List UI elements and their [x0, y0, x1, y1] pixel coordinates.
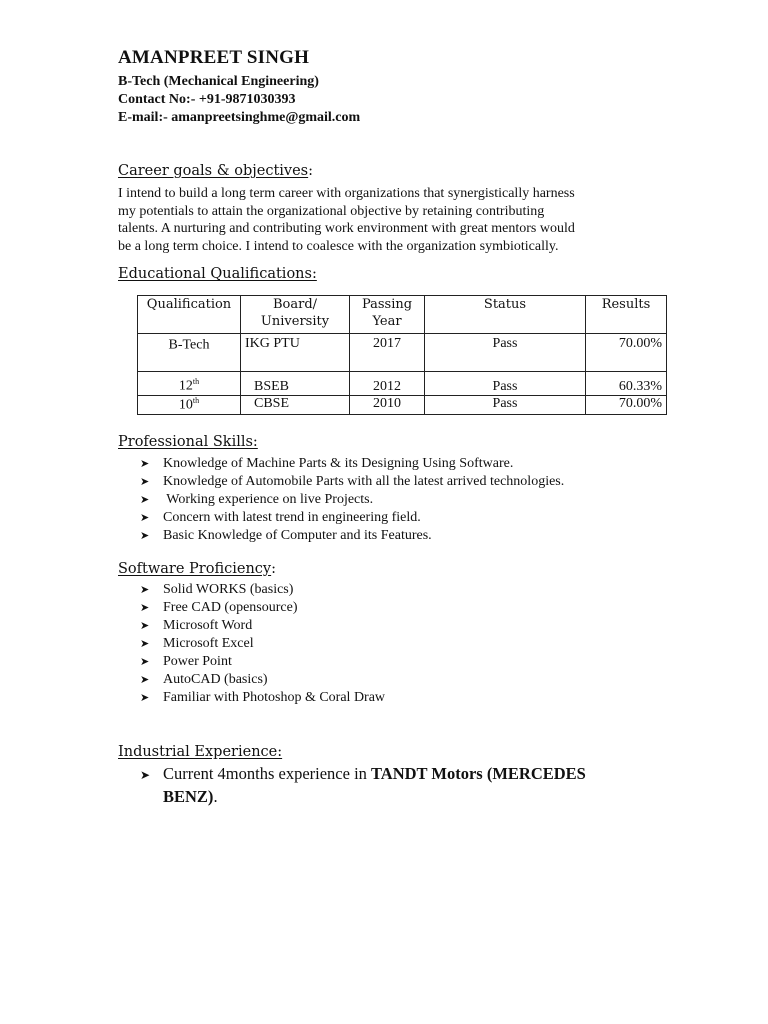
software-heading-text: Software Proficiency: [118, 561, 272, 577]
list-item: ➤ Familiar with Photoshop & Coral Draw: [140, 690, 386, 705]
career-heading-text: Career goals & objectives: [118, 163, 309, 179]
software-list: [140, 581, 385, 707]
arrow-bullet-icon: ➤: [140, 458, 150, 470]
degree: B-Tech (Mechanical Engineering): [118, 74, 319, 89]
cell-result: 70.00%: [586, 334, 667, 372]
education-heading-text: Educational Qualifications:: [118, 266, 317, 282]
list-item: ➤ Solid WORKS (basics): [140, 582, 294, 597]
cell-qualification: 10th: [138, 396, 241, 415]
arrow-bullet-icon: ➤: [140, 494, 150, 506]
table-row: [138, 334, 667, 372]
col-header: Board/ University: [241, 296, 350, 334]
table-row: [138, 396, 667, 415]
skills-list: [140, 455, 564, 545]
cell-qualification: 12th: [138, 372, 241, 396]
cell-year: 2012: [350, 372, 425, 396]
cell-year: 2017: [350, 334, 425, 372]
list-item: ➤ Power Point: [140, 654, 232, 669]
career-line: be a long term choice. I intend to coalesce with the organization symbiotically.: [118, 238, 559, 254]
cell-status: Pass: [425, 372, 586, 396]
software-heading-colon: :: [271, 561, 277, 577]
career-heading-colon: :: [308, 163, 314, 179]
list-item: ➤ Concern with latest trend in engineering field.: [140, 510, 421, 525]
career-heading: [118, 163, 313, 179]
arrow-bullet-icon: ➤: [140, 674, 150, 686]
cell-status: Pass: [425, 334, 586, 372]
education-heading: [118, 266, 317, 282]
industrial-heading-text: Industrial Experience:: [118, 744, 283, 760]
email: E-mail:- amanpreetsinghme@gmail.com: [118, 110, 361, 125]
cell-status: Pass: [425, 396, 586, 415]
arrow-bullet-icon: ➤: [140, 584, 150, 596]
table-header-row: [138, 296, 667, 334]
arrow-bullet-icon: ➤: [140, 656, 150, 668]
career-paragraph: [118, 185, 618, 255]
list-item: ➤ Basic Knowledge of Computer and its Features.: [140, 528, 432, 543]
table-row: [138, 372, 667, 396]
cell-result: 60.33%: [586, 372, 667, 396]
col-header: Qualification: [138, 296, 241, 334]
col-header: Results: [586, 296, 667, 334]
skills-heading: [118, 434, 258, 450]
arrow-bullet-icon: ➤: [140, 602, 150, 614]
arrow-bullet-icon: ➤: [140, 620, 150, 632]
career-line: my potentials to attain the organizational objective by retaining contributing: [118, 203, 545, 219]
industrial-heading: [118, 744, 282, 760]
list-item: ➤ Knowledge of Machine Parts & its Designing Using Software.: [140, 456, 514, 471]
arrow-bullet-icon: ➤: [140, 638, 150, 650]
cell-year: 2010: [350, 396, 425, 415]
arrow-bullet-icon: ➤: [140, 530, 150, 542]
list-item: ➤ Microsoft Word: [140, 618, 253, 633]
skills-heading-text: Professional Skills:: [118, 434, 258, 450]
list-item: ➤ Free CAD (opensource): [140, 600, 298, 615]
list-item: ➤ Knowledge of Automobile Parts with all the latest arrived technologies.: [140, 474, 565, 489]
arrow-bullet-icon: ➤: [140, 768, 151, 782]
list-item: ➤ Working experience on live Projects.: [140, 492, 374, 507]
cell-board: BSEB: [241, 372, 350, 396]
col-header: Passing Year: [350, 296, 425, 334]
list-item: ➤ Microsoft Excel: [140, 636, 254, 651]
col-header: Status: [425, 296, 586, 334]
list-item: ➤ AutoCAD (basics): [140, 672, 268, 687]
cell-board: IKG PTU: [241, 334, 350, 372]
cell-qualification: B-Tech: [138, 334, 241, 372]
industrial-experience: ➤ Current 4months experience in TANDT Motors (MERCEDES BENZ).: [140, 764, 586, 806]
cell-board: CBSE: [241, 396, 350, 415]
arrow-bullet-icon: ➤: [140, 476, 150, 488]
arrow-bullet-icon: ➤: [140, 692, 150, 704]
cell-result: 70.00%: [586, 396, 667, 415]
contact-number: Contact No:- +91-9871030393: [118, 92, 296, 107]
software-heading: [118, 561, 276, 577]
career-line: talents. A nurturing and contributing work environment with great mentors would: [118, 221, 575, 237]
career-line: I intend to build a long term career with organizations that synergistically harness: [118, 186, 575, 201]
education-table: [137, 295, 667, 415]
arrow-bullet-icon: ➤: [140, 512, 150, 524]
candidate-name: AMANPREET SINGH: [118, 47, 310, 68]
